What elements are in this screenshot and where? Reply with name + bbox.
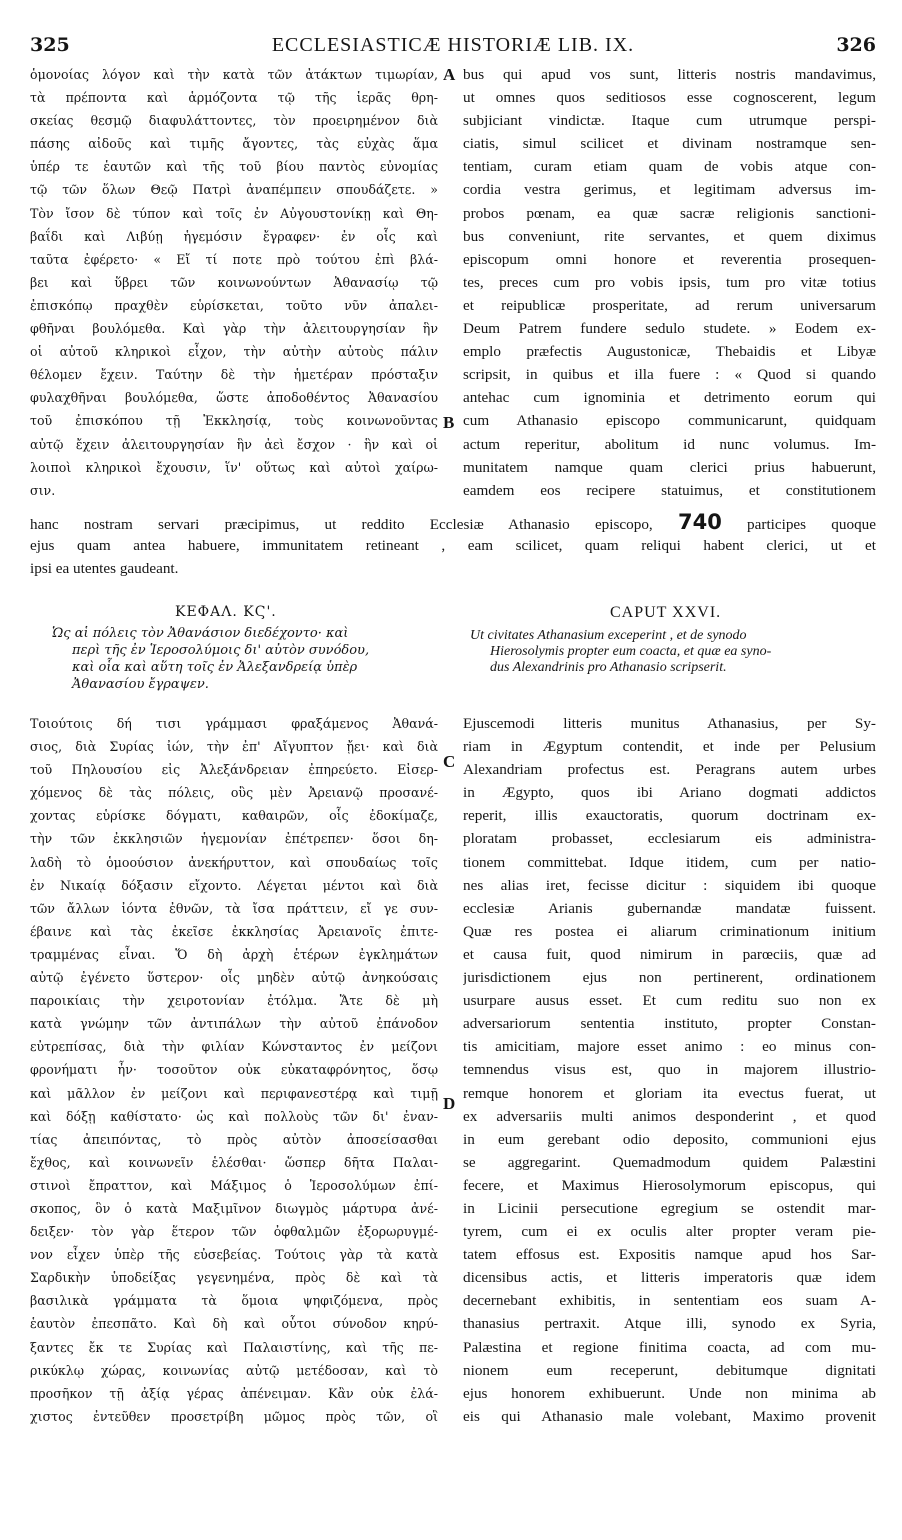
marginal-number: 740: [677, 511, 722, 534]
full-line-1-text-a: hanc nostram servari præcipimus, ut reddito Ecclesiæ Athanasio episcopo,: [30, 516, 653, 533]
text-line: ejus honorem exhibuerunt. Unde non minima ab: [463, 1384, 876, 1402]
text-line: Ejuscemodi litteris munitus Athanasius, per Sy-: [463, 715, 876, 732]
text-line: Deum Patrem fundere sedulo studete. » Eodem ex-: [463, 320, 876, 338]
text-line: νον εἶχεν ὑπὲρ τῆς εὐσεβείας. Τούτοις γὰρ τὰ κατὰ: [30, 1247, 438, 1263]
text-line: antehac cum ignominia et detrimento eorum qui: [463, 389, 876, 407]
text-line: φρονήματι ἦν· τοσοῦτον οὐκ εὐκαταφρόνητος, ὅσῳ: [30, 1062, 438, 1078]
text-line: tis amicitiam, majore esset animo : eo minus con-: [463, 1038, 876, 1056]
text-line: ploratam probasset, ecclesiarum eis administra-: [463, 830, 876, 848]
text-line: παροικίαις τὴν χειροτονίαν ἐτόλμα. Ἅτε δὲ μὴ: [30, 993, 438, 1009]
text-line: σκοπος, ὃν ὁ κατὰ Μαξιμῖνον διωγμὸς μάρτυρα ἀνέ-: [30, 1200, 438, 1216]
page-number-right: 326: [836, 34, 876, 56]
text-line: ὁμονοίας λόγον καὶ τὴν κατὰ τῶν ἀτάκτων τιμωρίαν,: [30, 67, 438, 82]
summary-line: Ut civitates Athanasium exceperint , et de synodo: [470, 628, 747, 643]
summary-line: περὶ τῆς ἐν Ἱεροσολύμοις δι' αὐτὸν συνόδου,: [72, 643, 370, 658]
margin-mark-b: B: [443, 413, 455, 432]
text-line: tyrem, cum ei ex oculis alter propter veram pie-: [463, 1223, 876, 1241]
text-line: φυλαχθῆναι βουλόμεθα, ὥστε ἀποδοθέντος Ἀθανασίου: [30, 390, 438, 406]
text-line: λαδὴ τὸ ὁμοούσιον ἀνεκήρυττον, καὶ σπουδαίως τοῖς: [30, 854, 438, 870]
text-line: προσῆκον τῇ ἀξίᾳ γέρας ἀπένειμαν. Κἂν οὐκ ἐλά-: [30, 1385, 438, 1401]
text-line: thanasius pertraxit. Atque illi, synodo ex Syria,: [463, 1315, 876, 1333]
text-line: οἱ αὐτοῦ κληρικοὶ εἶχον, τὴν αὐτὴν αὐτοὺς πάλιν: [30, 344, 438, 360]
text-line: ρικύκλῳ χώρας, κοινωνίας αὐτῷ μετέδοσαν, καὶ τὸ: [30, 1362, 438, 1378]
text-line: τῶν ἄλλων ἰόντα ἐθνῶν, τὰ ἴσα πράττειν, εἴ γε συν-: [30, 900, 438, 916]
full-width-paragraph: [30, 511, 876, 580]
full-line-3: ipsi ea utentes gaudeant.: [30, 560, 179, 578]
text-line: βαΐδι καὶ Λιβύῃ ἡγεμόσιν ἔγραφεν· ἐν οἷς καὶ: [30, 228, 438, 244]
running-header: [30, 34, 876, 60]
text-line: ex adversariis multi animos desponderint , et quod: [463, 1107, 876, 1125]
text-line: βει καὶ ὕβρει τῶν κοινωνούντων Ἀθανασίῳ τῷ: [30, 274, 438, 290]
text-line: τοῦ ἐπισκόπου τῇ Ἐκκλησίᾳ, τοὺς κοινωνοῦντας: [30, 413, 438, 429]
summary-line: Ἀθανασίου ἔγραψεν.: [72, 677, 209, 692]
text-line: ταῦτα ἐφέρετο· « Εἴ τί ποτε πρὸ τούτου ἐπὶ βλά-: [30, 251, 438, 267]
text-line: subjiciant vindictæ. Itaque cum utrumque perspi-: [463, 112, 876, 130]
text-line: et reipublicæ prosperitate, ad rerum universarum: [463, 296, 876, 314]
text-line: dicensibus actis, et litteris imperatoris quæ idem: [463, 1269, 876, 1287]
text-line: καὶ δόξῃ καθίστατο· ὡς καὶ πολλοὺς τῶν δι' ἐναν-: [30, 1108, 438, 1124]
summary-line: Hierosolymis propter eum coacta, et quæ ea syno-: [490, 644, 772, 659]
text-line: αὐτῷ ἐγένετο ὕστερον· οἷς μηδὲν αὐτῷ ἀνηκούσαις: [30, 970, 438, 986]
text-line: στινοὶ ἔπραττον, καὶ Μάξιμος ὁ Ἱεροσολύμων ἐπί-: [30, 1177, 438, 1193]
text-line: reperit, illis exauctoratis, quorum doctrinam ex-: [463, 807, 876, 825]
text-line: τὰ πρέποντα καὶ ἁρμόζοντα τῷ τῆς ἱερᾶς θρη-: [30, 90, 438, 106]
text-line: χόμενος δὲ τὰς πόλεις, οὓς μὲν Ἀρειανῷ προσανέ-: [30, 785, 438, 801]
text-line: τοῦ Πηλουσίου εἰς Ἀλεξάνδρειαν ἐπηρεύετο. Εἰσερ-: [30, 762, 438, 778]
text-line: τραμμένας εἶναι. Ὅ δὴ ἀρχὴ ἑτέρων ἐγκλημάτων: [30, 946, 438, 962]
text-line: fecere, et Maximus Hierosolymorum episcopus, qui: [463, 1176, 876, 1194]
text-line: Palæstina et regione finitima coacta, ad com mu-: [463, 1338, 876, 1356]
text-line: actum reperitur, abolitum id nunc volumus. Im-: [463, 435, 876, 453]
text-line: Alexandriam profectus est. Peragrans autem urbes: [463, 761, 876, 779]
text-line: φθῆναι βουλόμεθα. Καὶ γὰρ τὴν ἀλειτουργησίαν ἣν: [30, 321, 438, 337]
latin-chapter-summary: [470, 628, 875, 676]
text-line: eamdem eos recipere statuimus, et constitutionem: [463, 481, 876, 499]
text-line: se aggregarint. Quemadmodum quidem Palæstini: [463, 1153, 876, 1171]
summary-line: Ὡς αἱ πόλεις τὸν Ἀθανάσιον διεδέχοντο· καὶ: [52, 626, 349, 641]
margin-mark-c: C: [443, 752, 456, 771]
text-line: βασιλικὰ γράμματα τὰ ὅμοια ψηφιζόμενα, πρὸς: [30, 1293, 438, 1309]
summary-line: dus Alexandrinis pro Athanasio scripserit.: [490, 660, 727, 675]
text-line: δειξεν· τὸν γὰρ ἕτερον τῶν ὀφθαλμῶν ἐξορωρυγμέ-: [30, 1224, 438, 1240]
margin-mark-d: D: [443, 1094, 456, 1113]
text-line: χοντας εὑρίσκε δόγματι, καθαιρῶν, οἷς ἐδοκίμαζε,: [30, 808, 438, 824]
text-line: έβαινε καὶ τὰς ἐκεῖσε ἐκκλησίας Ἀρειανοῖς ἐπιτε-: [30, 923, 438, 939]
full-line-2: ejus quam antea habuere, immunitatem retineant , eam scilicet, quam reliqui habent clerici, ut et: [30, 537, 876, 555]
text-line: ἔχθος, καὶ κοινωνεῖν ἑλέσθαι· ὥσπερ δῆτα Παλαι-: [30, 1154, 438, 1170]
text-line: τῷ τῶν ὅλων Θεῷ Πατρὶ ἀναπέμπειν σπουδάζετε. »: [30, 182, 438, 198]
text-line: Σαρδικὴν ὑποδείξας γεγενημένα, πρὸς δὲ καὶ τὰ: [30, 1270, 438, 1286]
text-line: jurisdictionem ejus non pertinerent, ordinationem: [463, 969, 876, 987]
text-line: ciatis, simul scilicet et divinam nostramque sen-: [463, 135, 876, 153]
text-line: remque honorem et gloriam ita evectus fuerat, ut: [463, 1084, 876, 1102]
text-line: κατὰ γνώμην τῶν ἀντιπάλων τὴν αὐτοῦ ἐπάνοδον: [30, 1016, 438, 1032]
text-line: scripsit, in quibus et illa fuere : « Quod si quando: [463, 366, 876, 384]
text-line: ἐν Νικαίᾳ δόξασιν εἴχοντο. Λέγεται μέντοι καὶ διὰ: [30, 877, 438, 893]
full-line-1-text-b: participes quoque: [747, 516, 876, 533]
margin-mark-a: A: [443, 65, 456, 84]
text-line: decernebant exhibitis, in sententiam eos suam A-: [463, 1292, 876, 1310]
greek-column-top: [30, 63, 438, 502]
running-title: ECCLESIASTICÆ HISTORIÆ LIB. IX.: [271, 34, 635, 56]
latin-column-bottom: [463, 712, 876, 1428]
text-line: temnendus visus est, quo in majorem illustrio-: [463, 1061, 876, 1079]
text-line: σιος, διὰ Συρίας ἰών, τὴν ἐπ' Αἴγυπτον ᾔει· καὶ διὰ: [30, 739, 438, 755]
text-line: in Licinii persecutione egregium se ostendit mar-: [463, 1199, 876, 1217]
text-line: αὐτῷ ἔχειν ἀλειτουργησίαν ἣν ἀεὶ ἔσχον · ἣν καὶ οἱ: [30, 436, 438, 452]
latin-chapter-title: CAPUT XXVI.: [610, 604, 722, 621]
text-line: ὑπέρ τε ἑαυτῶν καὶ τῆς τοῦ βίου παντὸς εὐνομίας: [30, 159, 438, 175]
text-line: σιν.: [30, 482, 56, 498]
page-number-left: 325: [30, 34, 70, 56]
full-line-1: [30, 511, 876, 534]
summary-line: καὶ οἷα καὶ αὕτη τοῖς ἐν Ἀλεξανδρείᾳ ὑπὲρ: [72, 660, 358, 675]
text-line: καὶ μᾶλλον ἐν μείζονι καὶ περιφανεστέρᾳ καὶ τιμῇ: [30, 1085, 438, 1101]
text-line: tes, preces cum pro vobis ipsis, tum pro vitæ totius: [463, 273, 876, 291]
text-line: Quæ res postea ei aliarum criminationum initium: [463, 922, 876, 940]
text-line: probos pœnam, ea quæ sacræ religionis sanctioni-: [463, 204, 876, 222]
greek-chapter-summary: [52, 625, 440, 693]
text-line: τὴν τῶν ἐκκλησιῶν ἡγεμονίαν ἐπέτρεπεν· ὅσοι δη-: [30, 831, 438, 847]
text-line: εὐτρεπίσας, διὰ τὴν φιλίαν Κώνσταντος ἐν μείζονι: [30, 1039, 438, 1055]
text-line: nionem eum receperunt, debitumque dignitati: [463, 1361, 876, 1379]
text-line: χιστος ἐντεῦθεν προσετρίβη μῶμος πρὸς τῶν, οἳ: [30, 1408, 438, 1424]
text-line: bus conveniunt, rite servantes, et quem diximus: [463, 227, 876, 245]
greek-chapter-title: ΚΕΦΑΛ. ΚϚ'.: [175, 604, 277, 620]
text-line: Τὸν ἴσον δὲ τύπον καὶ τοῖς ἐν Αὐγουστονίκῃ καὶ Θη-: [30, 205, 438, 221]
text-line: emplo præfectis Augustonicæ, Thebaidis et Libyæ: [463, 343, 876, 361]
text-line: θέλομεν ἔχειν. Ταύτην δὲ τὴν ἡμετέραν πρόσταξιν: [30, 367, 438, 383]
text-line: cordia vestra gerimus, et legitimam adversus im-: [463, 181, 876, 199]
text-line: ξαντες ἔκ τε Συρίας καὶ Παλαιστίνης, καὶ τῆς πε-: [30, 1339, 438, 1355]
text-line: adversariorum sententia instituto, propter Constan-: [463, 1015, 876, 1033]
text-line: nes alias iret, fecisse dicitur : siquidem ibi quoque: [463, 876, 876, 894]
text-line: σκείας θεσμῷ διαφυλάττοντες, τὸν προειρημένον διὰ: [30, 113, 438, 129]
text-line: munitatem namque quam clerici prius habuerunt,: [463, 458, 876, 476]
latin-column-top: [463, 63, 876, 502]
text-line: in eum gerebant odio deposito, communioni ejus: [463, 1130, 876, 1148]
text-line: πάσης αἰδοῦς καὶ τιμῆς ἄγοντες, τὰς εὐχὰς ἅμα: [30, 136, 438, 152]
text-line: τίας ἀπειπόντας, τὸ πρὸς αὐτὸν ἀποσείσασθαι: [30, 1131, 438, 1147]
text-line: cum Athanasio episcopo communicarunt, quidquam: [463, 412, 876, 430]
text-line: ut omnes quos seditiosos esse cognoscerent, legum: [463, 89, 876, 107]
text-line: Τοιούτοις δή τισι γράμμασι φραξάμενος Ἀθανά-: [30, 716, 438, 731]
text-line: eis qui Athanasio male volebant, Maximo provenit: [463, 1407, 876, 1425]
greek-column-bottom: [30, 712, 438, 1428]
text-line: tentiam, curam etiam quam de vobis atque con-: [463, 158, 876, 176]
text-line: bus qui apud vos sunt, litteris nostris mandavimus,: [463, 66, 876, 83]
text-line: episcopum omni honore et reverentia prosequen-: [463, 250, 876, 268]
text-line: tatem effosus est. Expositis namque apud hos Sar-: [463, 1246, 876, 1264]
text-line: ἑαυτὸν ἐπεσπᾶτο. Καὶ δὴ καὶ οὗτοι σύνοδον κηρύ-: [30, 1316, 438, 1332]
text-line: riam in Ægyptum contendit, et inde per Pelusium: [463, 738, 876, 756]
text-line: et causa fuit, quod nimirum in parœciis, quæ ad: [463, 945, 876, 963]
text-line: tionem committebat. Idque itidem, cum per natio-: [463, 853, 876, 871]
text-line: ecclesiæ Arianis gubernandæ mandatæ fuissent.: [463, 899, 876, 917]
text-line: in Ægypto, quos ibi Ariano dogmati addictos: [463, 784, 876, 802]
text-line: ἐπισκόπῳ πραχθὲν εὑρίσκεται, τοῦτο νῦν ἀπαλει-: [30, 297, 438, 313]
text-line: λοιποὶ κληρικοὶ ἔχουσιν, ἵν' οὕτως καὶ αὐτοὶ χαίρω-: [30, 459, 438, 475]
text-line: usurpare ausus esset. Et cum reditu suo non ex: [463, 992, 876, 1010]
